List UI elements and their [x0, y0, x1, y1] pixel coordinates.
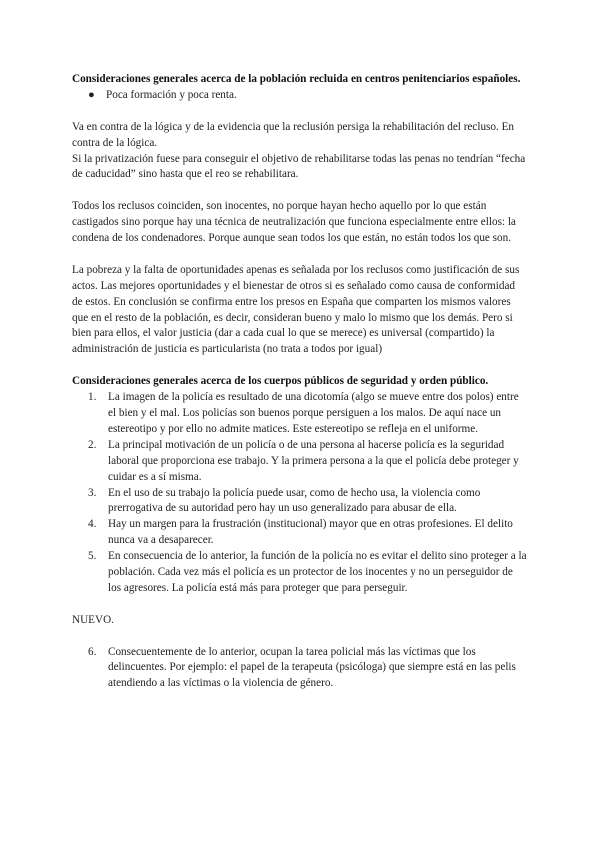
paragraph: Va en contra de la lógica y de la evidencia que la reclusión persiga la rehabilitación del recluso. En contra de la lógica. [72, 120, 515, 149]
list-item-text: Consecuentemente de lo anterior, ocupan la tarea policial más las víctimas que los delincuentes. Por ejemplo: el papel de la terapeuta (psicóloga) que siempre está en las pelis atendiendo a las víctimas o la violencia de género. [108, 645, 516, 690]
numbered-list [72, 390, 528, 597]
bullet-list [72, 88, 528, 104]
list-number: 1. [88, 391, 97, 404]
list-number: 4. [88, 518, 97, 531]
list-item-text: En el uso de su trabajo la policía puede usar, como de hecho usa, la violencia como prerrogativa de su autoridad pero hay un uso generalizado para abusar de ella. [108, 486, 481, 515]
section-heading-policia: Consideraciones generales acerca de los cuerpos públicos de seguridad y orden público. [72, 375, 489, 388]
list-item [72, 486, 528, 518]
list-item-text: En consecuencia de lo anterior, la función de la policía no es evitar el delito sino proteger a la población. Cada vez más el policía es un protector de los inocentes y no un perseguidor de los agresores. La policía está más para proteger que para perseguir. [108, 550, 527, 594]
list-item-text: La principal motivación de un policía o de una persona al hacerse policía es la seguridad laboral que proporciona ese trabajo. Y la primera persona a la que el policía debe proteger y cuidar es a sí misma. [108, 438, 519, 483]
numbered-list-continued [72, 645, 528, 693]
list-item [72, 438, 528, 486]
list-number: 2. [88, 438, 97, 451]
list-item-text: La imagen de la policía es resultado de una dicotomía (algo se mueve entre dos polos) entre el bien y el mal. Los policías son buenos porque persiguen a los malos. De aquí nace un estereotipo y por ello no admite matices. Este estereotipo se refleja en el uniforme. [108, 391, 519, 435]
section-heading-reclusos: Consideraciones generales acerca de la población recluida en centros penitenciarios españoles. [72, 73, 521, 85]
list-number: 5. [88, 550, 97, 563]
list-item-text: Hay un margen para la frustración (institucional) mayor que en otras profesiones. El delito nunca va a desaparecer. [108, 518, 513, 547]
list-item [72, 549, 528, 597]
paragraph: Todos los reclusos coinciden, son inocentes, no porque hayan hecho aquello por lo que están castigados sino porque hay una técnica de neutralización que funciona especialmente entre ellos: la condena de los condenadores. Porque aunque sean todos los que están, no están todos los que son. [72, 200, 516, 245]
list-item [72, 88, 528, 104]
list-item [72, 645, 528, 693]
list-item-text: Poca formación y poca renta. [106, 88, 237, 101]
list-item [72, 390, 528, 438]
nuevo-label: NUEVO. [72, 613, 114, 626]
list-item [72, 517, 528, 549]
list-number: 6. [88, 645, 97, 658]
paragraph: La pobreza y la falta de oportunidades apenas es señalada por los reclusos como justificación de sus actos. Las mejores oportunidades y el bienestar de otros si es señalado como causa de conformidad de estos. En conclusión se confirma entre los presos en España que comparten los mismos valores que en el resto de la población, es decir, consideran bueno y malo lo mismo que los demás. Pero si bien para ellos, el valor justicia (dar a cada cual lo que se merece) es universal (compartido) la administración de justicia es particularista (no trata a todos por igual) [72, 263, 520, 356]
bullet-icon: ● [88, 88, 95, 101]
paragraph: Si la privatización fuese para conseguir el objetivo de rehabilitarse todas las penas no tendrían “fecha de caducidad” sino hasta que el reo se rehabilitara. [72, 152, 526, 181]
list-number: 3. [88, 486, 97, 499]
